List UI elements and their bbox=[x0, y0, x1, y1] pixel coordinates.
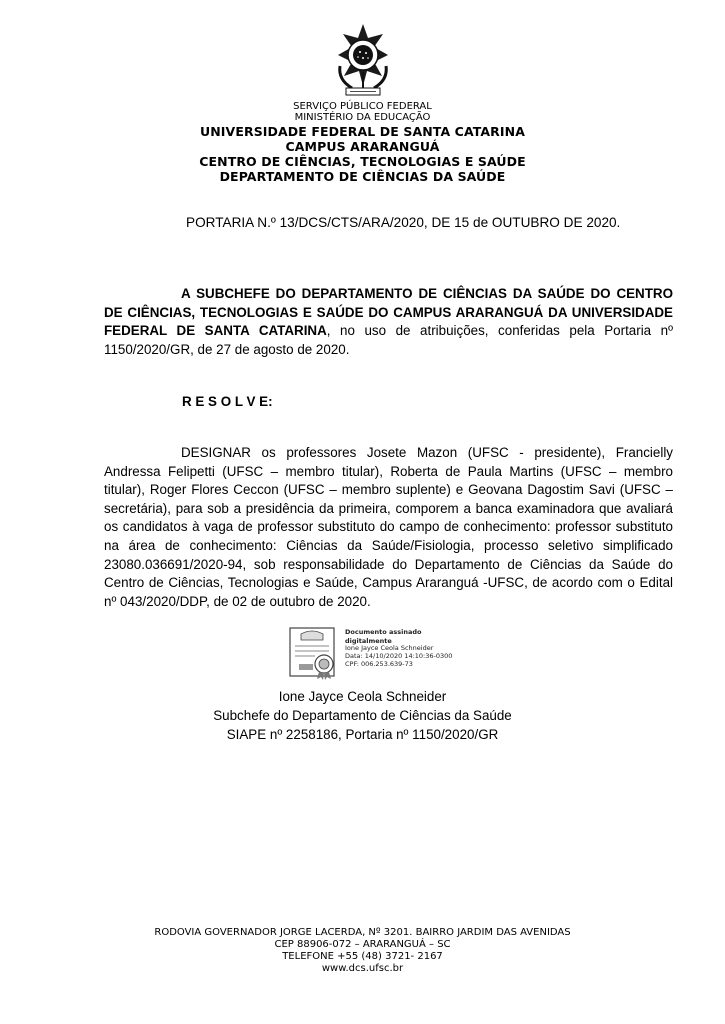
resolve-label: R E S O L V E: bbox=[182, 394, 273, 409]
header-center: CENTRO DE CIÊNCIAS, TECNOLOGIAS E SAÚDE bbox=[199, 154, 526, 169]
header-campus: CAMPUS ARARANGUÁ bbox=[285, 139, 440, 154]
signatory-siape: SIAPE nº 2258186, Portaria nº 1150/2020/GR bbox=[226, 727, 499, 742]
digital-signature-stamp bbox=[289, 626, 469, 680]
signature-cpf: CPF: 006.253.639-73 bbox=[345, 660, 413, 668]
signature-date: Data: 14/10/2020 14:10:36-0300 bbox=[345, 652, 453, 660]
header-university: UNIVERSIDADE FEDERAL DE SANTA CATARINA bbox=[200, 124, 525, 139]
signatory-name: Ione Jayce Ceola Schneider bbox=[278, 689, 447, 704]
signature-heading: Documento assinado digitalmente bbox=[345, 628, 422, 645]
footer-cep: CEP 88906-072 – ARARANGUÁ – SC bbox=[274, 939, 451, 950]
header-line-public-service: SERVIÇO PÚBLICO FEDERAL bbox=[293, 101, 432, 112]
coat-of-arms-emblem bbox=[330, 22, 396, 98]
preamble-paragraph bbox=[104, 285, 673, 359]
header-department: DEPARTAMENTO DE CIÊNCIAS DA SAÚDE bbox=[219, 169, 506, 184]
portaria-title: PORTARIA N.º 13/DCS/CTS/ARA/2020, DE 15 de OUTUBRO DE 2020. bbox=[186, 215, 621, 230]
designar-paragraph: DESIGNAR os professores Josete Mazon (UFSC - presidente), Francielly Andressa Felipetti (UFSC – membro titular), Roberta de Paula Martins (UFSC – membro titular), Roger Flores Ceccon (UFSC – membro suplente) e Geovana Dagostim Savi (UFSC – secretária), para sob a presidência da primeira, comporem a banca examinadora que avaliará os candidatos à vaga de professor substituto do campo de conhecimento: professor substituto na área de conhecimento: Ciências da Saúde/Fisiologia, processo seletivo simplificado 23080.036691/2020-94, sob responsabilidade do Departamento de Ciências da Saúde do Centro de Ciências, Tecnologias e Saúde, Campus Araranguá -UFSC, de acordo com o Edital nº 043/2020/DDP, de 02 de outubro de 2020. bbox=[104, 445, 673, 609]
signatory-role: Subchefe do Departamento de Ciências da Saúde bbox=[213, 708, 512, 723]
coat-of-arms-icon bbox=[330, 22, 396, 98]
header-line-ministry: MINISTÉRIO DA EDUCAÇÃO bbox=[294, 112, 431, 123]
footer-address: RODOVIA GOVERNADOR JORGE LACERDA, Nº 3201. BAIRRO JARDIM DAS AVENIDAS bbox=[154, 927, 571, 938]
certificate-seal-icon bbox=[289, 626, 339, 680]
preamble-bold: A SUBCHEFE DO DEPARTAMENTO DE CIÊNCIAS DA SAÚDE DO CENTRO DE CIÊNCIAS, TECNOLOGIAS E SAÚDE DO CAMPUS ARARANGUÁ DA UNIVERSIDADE FEDERAL DE SANTA CATARINA bbox=[104, 286, 673, 339]
signature-signer-name: Ione Jayce Ceola Schneider bbox=[345, 644, 434, 652]
footer-phone: TELEFONE +55 (48) 3721- 2167 bbox=[282, 951, 443, 962]
preamble-rest: , no uso de atribuições, conferidas pela Portaria nº 1150/2020/GR, de 27 de agosto de 2020. bbox=[104, 323, 673, 357]
footer-website: www.dcs.ufsc.br bbox=[321, 963, 404, 974]
